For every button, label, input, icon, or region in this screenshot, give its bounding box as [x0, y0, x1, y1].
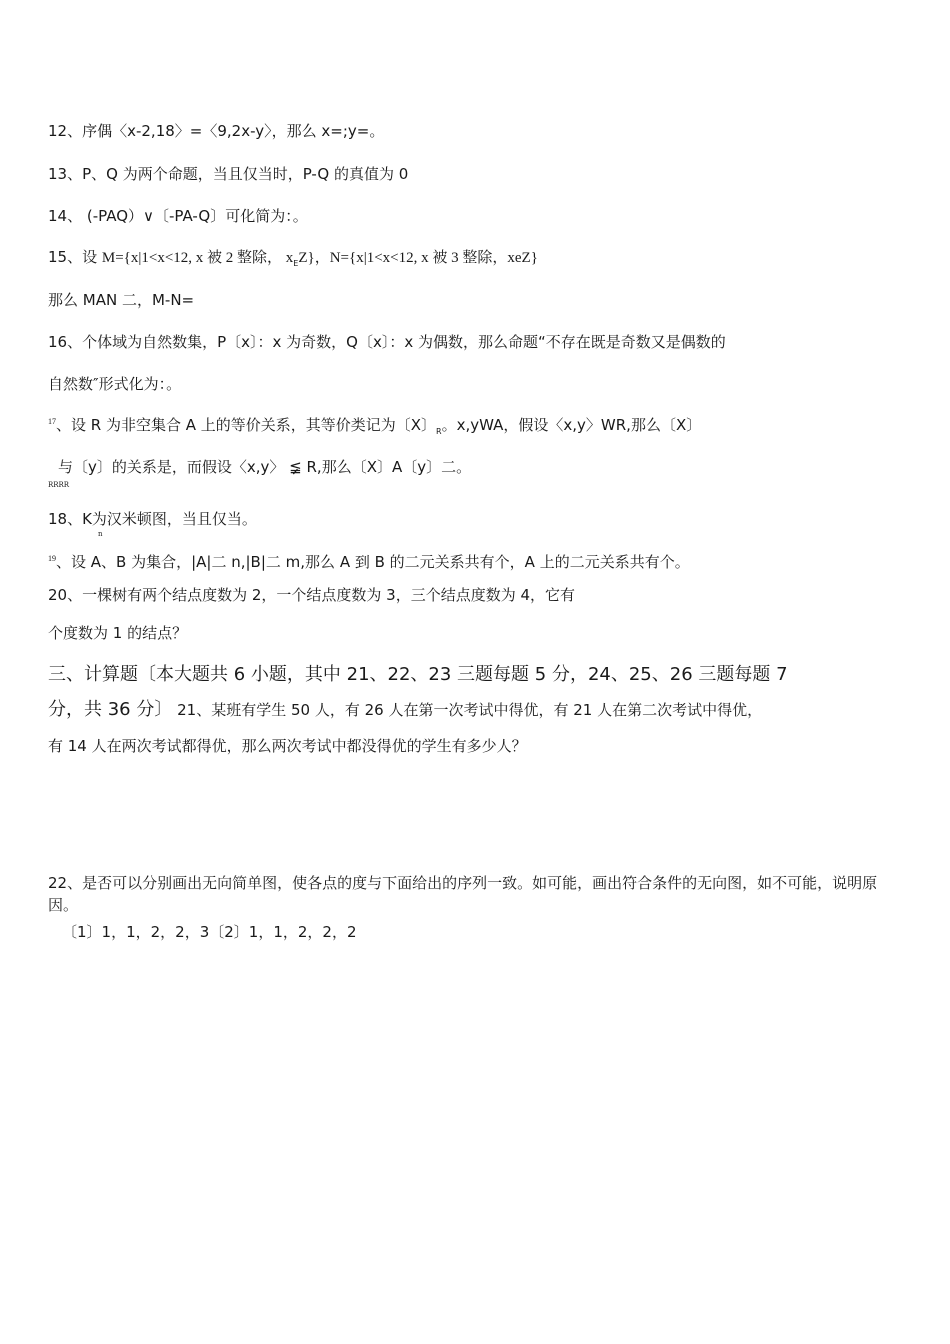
- question-22: 22、是否可以分别画出无向简单图，使各点的度与下面给出的序列一致。如可能，画出符合条件的无向图，如不可能，说明原因。: [48, 874, 878, 914]
- question-20-line-1: 20、一棵树有两个结点度数为 2，一个结点度数为 3，三个结点度数为 4，它有: [48, 586, 576, 604]
- question-19-number: 19: [48, 554, 56, 563]
- question-15-prefix: 15、设: [48, 248, 98, 266]
- question-17-subscript: R: [436, 427, 442, 436]
- question-22-sequences: 〔1〕1，1，2，2，3〔2〕1，1，2，2，2: [62, 923, 357, 941]
- question-12: 12、序偶〈x-2,18〉=〈9,2x-y〉，那么 x=;y=。: [48, 122, 385, 140]
- section-3-points: 分，共 36 分〕: [48, 699, 173, 720]
- question-15-set-n: Z}，N={x|1<x<12, x 被 3 整除，xeZ}: [298, 250, 538, 266]
- section-3-heading: 三、计算题〔本大题共 6 小题，其中 21、22、23 三题每题 5 分，24、25、26 三题每题 7: [48, 664, 788, 685]
- question-17-number: 17: [48, 417, 56, 426]
- question-16-line-2: 自然数″形式化为：。: [48, 375, 182, 393]
- question-15-answer-line: 那么 MAN 二，M-N=: [48, 291, 195, 309]
- section-3-heading-cont: [48, 698, 762, 722]
- question-16-line-1: 16、个体域为自然数集，P〔x〕：x 为奇数，Q〔x〕：x 为偶数，那么命题“不存在既是奇数又是偶数的: [48, 333, 726, 351]
- question-17-subscripts: RRRR: [48, 481, 70, 489]
- question-15: [48, 247, 538, 270]
- question-14: 14、 (-PAQ）∨〔-PA-Q〕可化简为：。: [48, 207, 308, 225]
- question-20-line-2: 个度数为 1 的结点？: [48, 624, 188, 642]
- question-17-text-a: 、设 R 为非空集合 A 上的等价关系，其等价类记为〔X〕: [56, 416, 437, 434]
- question-19-text: 、设 A、B 为集合，|A|二 n,|B|二 m,那么 A 到 B 的二元关系共有个，A 上的二元关系共有个。: [56, 553, 690, 571]
- question-17-line-2: 与〔y〕的关系是，而假设〈x,y〉 ≨ R,那么〔X〕A〔y〕二。: [58, 458, 472, 476]
- question-15-set-m: M={x|1<x<12, x 被 2 整除， x: [101, 250, 294, 266]
- question-21-line-1: 21、某班有学生 50 人，有 26 人在第一次考试中得优，有 21 人在第二次考试中得优，: [177, 701, 763, 719]
- question-13: 13、P、Q 为两个命题，当且仅当时，P-Q 的真值为 0: [48, 165, 409, 183]
- question-15-subscript: E: [293, 259, 299, 268]
- question-21-line-2: 有 14 人在两次考试都得优，那么两次考试中都没得优的学生有多少人？: [48, 737, 527, 755]
- question-18-subscript: n: [98, 530, 103, 538]
- question-18: 18、K为汉米顿图，当且仅当。: [48, 510, 257, 528]
- question-19: [48, 552, 690, 575]
- question-17-text-b: 。x,yWA，假设〈x,y〉WR,那么〔X〕: [441, 416, 702, 434]
- question-17-line-1: [48, 415, 701, 438]
